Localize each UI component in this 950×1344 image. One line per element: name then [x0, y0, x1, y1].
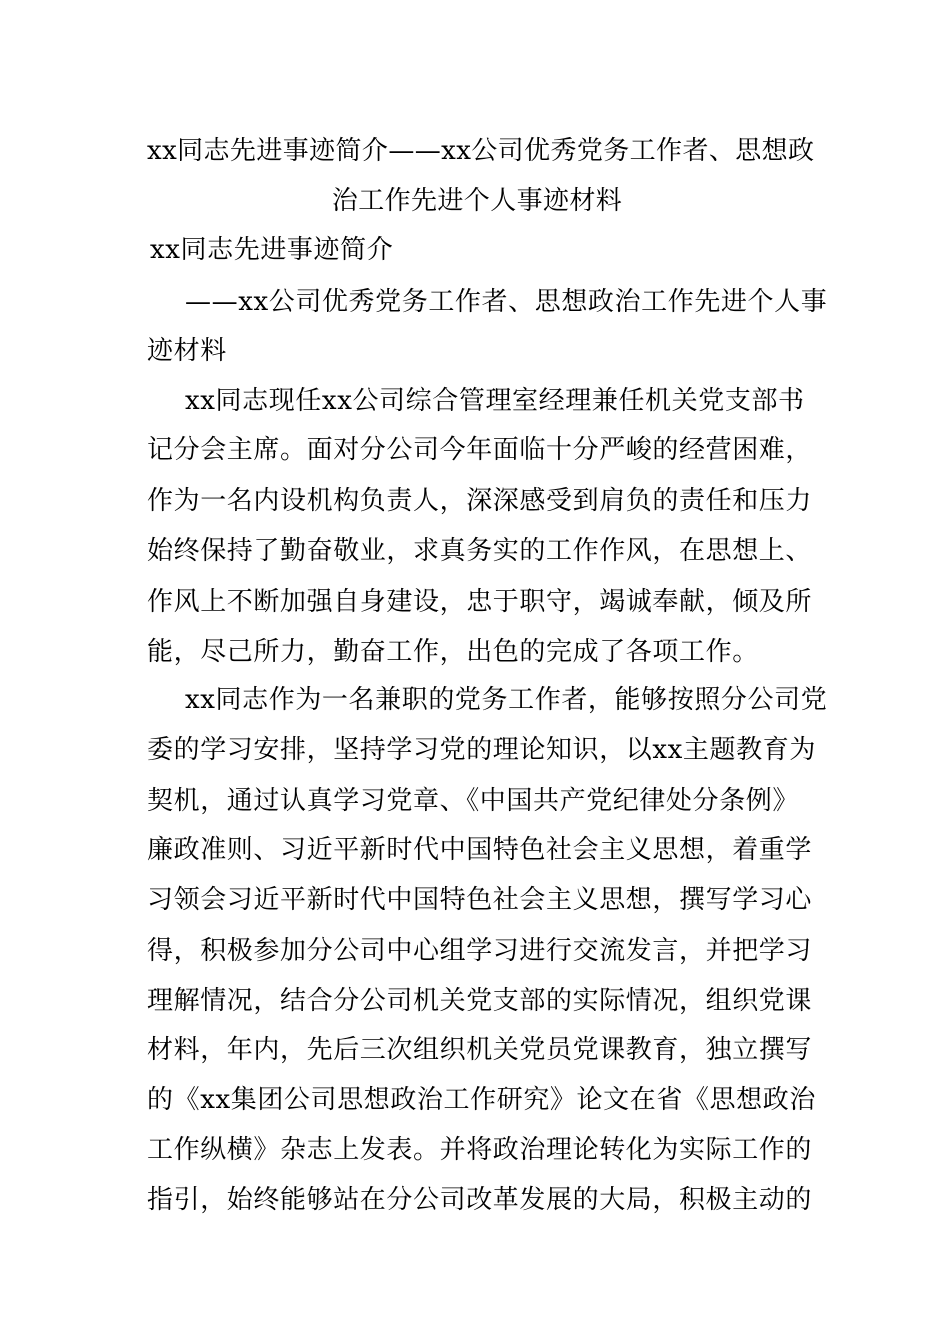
paragraph-2-line: 廉政准则、习近平新时代中国特色社会主义思想，着重学: [147, 835, 813, 865]
document-subtitle: xx同志先进事迹简介: [150, 235, 394, 265]
document-title-line-2: 治工作先进个人事迹材料: [331, 186, 623, 216]
document-title-line-1: xx同志先进事迹简介——xx公司优秀党务工作者、思想政: [147, 136, 815, 166]
paragraph-2-line: 委的学习安排，坚持学习党的理论知识，以xx主题教育为: [147, 735, 816, 765]
paragraph-2-line: 的《xx集团公司思想政治工作研究》论文在省《思想政治: [147, 1085, 816, 1115]
document-subtitle2-line-1: ——xx公司优秀党务工作者、思想政治工作先进个人事: [185, 287, 828, 317]
paragraph-2-line: 习领会习近平新时代中国特色社会主义思想，撰写学习心: [147, 885, 813, 915]
paragraph-2-line: 指引，始终能够站在分公司改革发展的大局，积极主动的: [147, 1185, 813, 1215]
paragraph-2-line: 工作纵横》杂志上发表。并将政治理论转化为实际工作的: [147, 1135, 813, 1165]
paragraph-2-line: 理解情况，结合分公司机关党支部的实际情况，组织党课: [147, 986, 813, 1016]
paragraph-1-line: 作风上不断加强自身建设，忠于职守，竭诚奉献，倾及所: [147, 587, 813, 617]
paragraph-2-line: 得，积极参加分公司中心组学习进行交流发言，并把学习: [147, 936, 813, 966]
paragraph-2-line: 契机，通过认真学习党章、《中国共产党纪律处分条例》: [147, 786, 800, 816]
paragraph-1-line: 始终保持了勤奋敬业，求真务实的工作作风，在思想上、: [147, 536, 813, 566]
paragraph-2-line: xx同志作为一名兼职的党务工作者，能够按照分公司党: [185, 685, 828, 715]
paragraph-2-line: 材料，年内，先后三次组织机关党员党课教育，独立撰写: [147, 1035, 813, 1065]
paragraph-1-line: 作为一名内设机构负责人，深深感受到肩负的责任和压力: [147, 486, 813, 516]
paragraph-1-line: xx同志现任xx公司综合管理室经理兼任机关党支部书: [185, 386, 805, 416]
paragraph-1-line: 能，尽己所力，勤奋工作，出色的完成了各项工作。: [147, 637, 759, 667]
document-subtitle2-line-2: 迹材料: [147, 336, 227, 366]
paragraph-1-line: 记分会主席。面对分公司今年面临十分严峻的经营困难，: [147, 435, 813, 465]
